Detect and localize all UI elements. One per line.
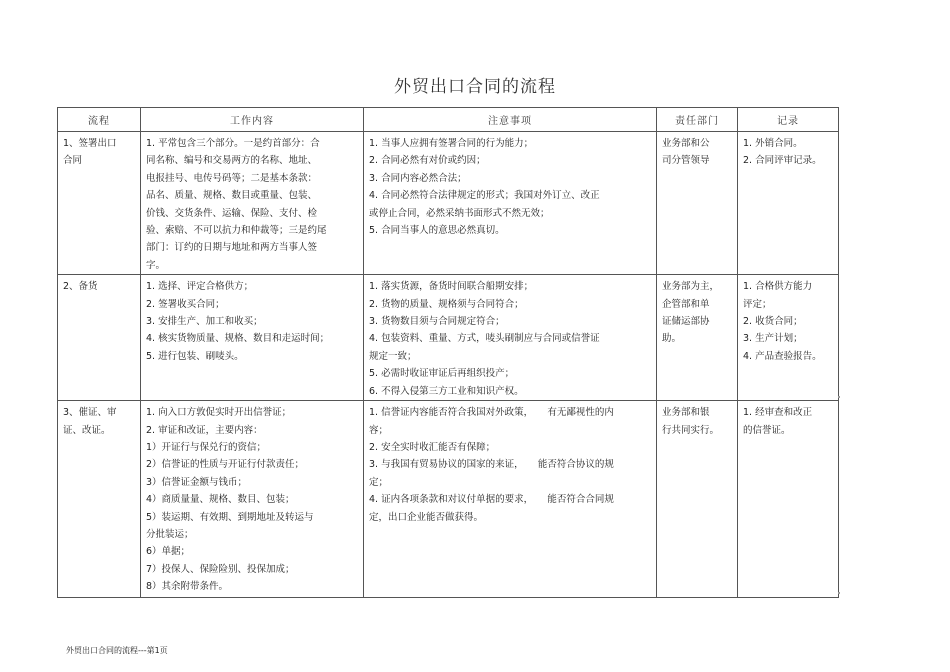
cell-line: 3. 货物数目须与合同规定符合； — [369, 316, 505, 328]
header-record: 记录 — [738, 108, 839, 132]
cell-line: 2. 签署收买合同； — [146, 298, 225, 310]
cell-line: 部门：订约的日期与地址和两方当事人签 — [146, 242, 318, 254]
cell-line: 企管部和单 — [662, 298, 710, 310]
cell-line: 4）商质量量、规格、数目、包装； — [146, 494, 295, 506]
cell-line: 司分管领导 — [662, 155, 710, 167]
cell-line: 3. 与我国有贸易协议的国家的来证， 能否符合协议的规 — [369, 459, 614, 471]
table-row — [58, 275, 839, 401]
cell-line: 电报挂号、电传号码等；二是基本条款： — [146, 172, 318, 184]
header-notes: 注意事项 — [364, 108, 657, 132]
scan-mark — [838, 592, 840, 594]
page-footer: 外贸出口合同的流程---第1页 — [66, 646, 168, 655]
cell-line: 1. 信誉证内容能否符合我国对外政策， 有无鄙视性的内 — [369, 407, 614, 419]
cell-line: 1、签署出口 — [63, 138, 117, 149]
header-work-content: 工作内容 — [141, 108, 364, 132]
cell-line: 5）装运期、有效期、到期地址及转运与 — [146, 511, 314, 523]
cell-line: 1. 落实货源，备货时间联合船期安排； — [369, 281, 534, 293]
document-title: 外贸出口合同的流程 — [394, 77, 556, 97]
cell-line: 验、索赔、不可以抗力和仲裁等；三是约尾 — [146, 225, 327, 237]
cell-line: 证、改证。 — [63, 424, 111, 436]
cell-line: 2. 合同必然有对价或约因； — [369, 155, 486, 167]
table-row — [58, 132, 839, 275]
cell-line: 业务部和银 — [662, 407, 710, 419]
cell-line: 价钱、交货条件、运输、保险、支付、检 — [146, 207, 318, 219]
cell-line: 规定一致； — [369, 350, 417, 362]
cell-line: 4. 产品查验报告。 — [743, 350, 822, 362]
cell-line: 2. 收货合同； — [743, 316, 803, 328]
record-cell — [738, 275, 839, 401]
cell-line: 4. 合同必然符合法律规定的形式；我国对外订立、改正 — [369, 190, 600, 202]
cell-line: 2. 安全实时收汇能否有保障； — [369, 441, 496, 453]
work-content-cell — [141, 275, 364, 401]
cell-line: 2. 货物的质量、规格须与合同符合； — [369, 298, 524, 310]
cell-line: 4. 证内各项条款和对议付单据的要求， 能否符合合同规 — [369, 494, 614, 506]
cell-line: 5. 进行包装、刷唛头。 — [146, 350, 244, 362]
cell-line: 定，出口企业能否做获得。 — [369, 511, 484, 523]
department-cell — [657, 132, 738, 275]
cell-line: 业务部和公 — [662, 138, 710, 149]
cell-line: 6. 不得入侵第三方工业和知识产权。 — [369, 385, 524, 397]
process-cell — [58, 275, 141, 401]
record-cell — [738, 401, 839, 598]
cell-line: 容； — [369, 424, 389, 436]
cell-line: 1. 平常包含三个部分。一是约首部分：合 — [146, 138, 320, 149]
cell-line: 合同 — [63, 155, 83, 167]
cell-line: 7）投保人、保险险别、投保加成； — [146, 563, 295, 575]
cell-line: 同名称、编号和交易两方的名称、地址、 — [146, 155, 318, 167]
scan-mark — [838, 396, 840, 398]
record-cell — [738, 132, 839, 275]
cell-line: 3. 合同内容必然合法； — [369, 172, 467, 184]
cell-line: 3）信誉证金额与钱币； — [146, 476, 248, 488]
cell-line: 2、备货 — [63, 281, 98, 293]
cell-line: 4. 核实货物质量、规格、数目和走运时间； — [146, 333, 330, 345]
cell-line: 助。 — [662, 333, 682, 345]
department-cell — [657, 401, 738, 598]
contract-process-table — [57, 107, 839, 598]
table-row — [58, 401, 839, 598]
cell-line: 1. 经审查和改正 — [743, 407, 813, 419]
process-cell — [58, 132, 141, 275]
cell-line: 分批装运； — [146, 528, 194, 540]
cell-line: 业务部为主， — [662, 281, 720, 293]
cell-line: 品名、质量、规格、数目或重量、包装、 — [146, 190, 318, 202]
table-header-row — [58, 108, 839, 132]
cell-line: 1. 外销合同。 — [743, 138, 803, 149]
cell-line: 2. 审证和改证，主要内容： — [146, 424, 263, 436]
notes-cell — [364, 275, 657, 401]
work-content-cell — [141, 401, 364, 598]
cell-line: 字。 — [146, 259, 166, 271]
header-process: 流程 — [58, 108, 141, 132]
cell-line: 1. 选择、评定合格供方； — [146, 281, 254, 293]
cell-line: 或停止合同，必然采纳书面形式不然无效； — [369, 207, 550, 219]
cell-line: 行共同实行。 — [662, 424, 720, 436]
cell-line: 6）单据； — [146, 546, 191, 558]
cell-line: 评定； — [743, 298, 772, 310]
header-department: 责任部门 — [657, 108, 738, 132]
cell-line: 3. 生产计划； — [743, 333, 803, 345]
cell-line: 1. 当事人应拥有签署合同的行为能力； — [369, 138, 534, 149]
cell-line: 2）信誉证的性质与开证行付款责任； — [146, 459, 305, 471]
process-cell — [58, 401, 141, 598]
cell-line: 3、催证、审 — [63, 407, 117, 419]
cell-line: 1. 向入口方敦促实时开出信誉证； — [146, 407, 292, 419]
work-content-cell — [141, 132, 364, 275]
cell-line: 的信誉证。 — [743, 424, 791, 436]
cell-line: 证储运部协 — [662, 316, 710, 328]
cell-line: 8）其余附带条件。 — [146, 581, 229, 593]
cell-line: 3. 安排生产、加工和收买； — [146, 316, 263, 328]
notes-cell — [364, 401, 657, 598]
cell-line: 5. 必需时收证审证后再组织投产； — [369, 368, 515, 380]
cell-line: 1. 合格供方能力 — [743, 281, 813, 293]
notes-cell — [364, 132, 657, 275]
cell-line: 4. 包装资料、重量、方式，唛头刷制应与合同或信誉证 — [369, 333, 600, 345]
cell-line: 5. 合同当事人的意思必然真切。 — [369, 225, 505, 237]
cell-line: 1）开证行与保兑行的资信； — [146, 441, 267, 453]
cell-line: 2. 合同评审记录。 — [743, 155, 822, 167]
department-cell — [657, 275, 738, 401]
cell-line: 定； — [369, 476, 389, 488]
